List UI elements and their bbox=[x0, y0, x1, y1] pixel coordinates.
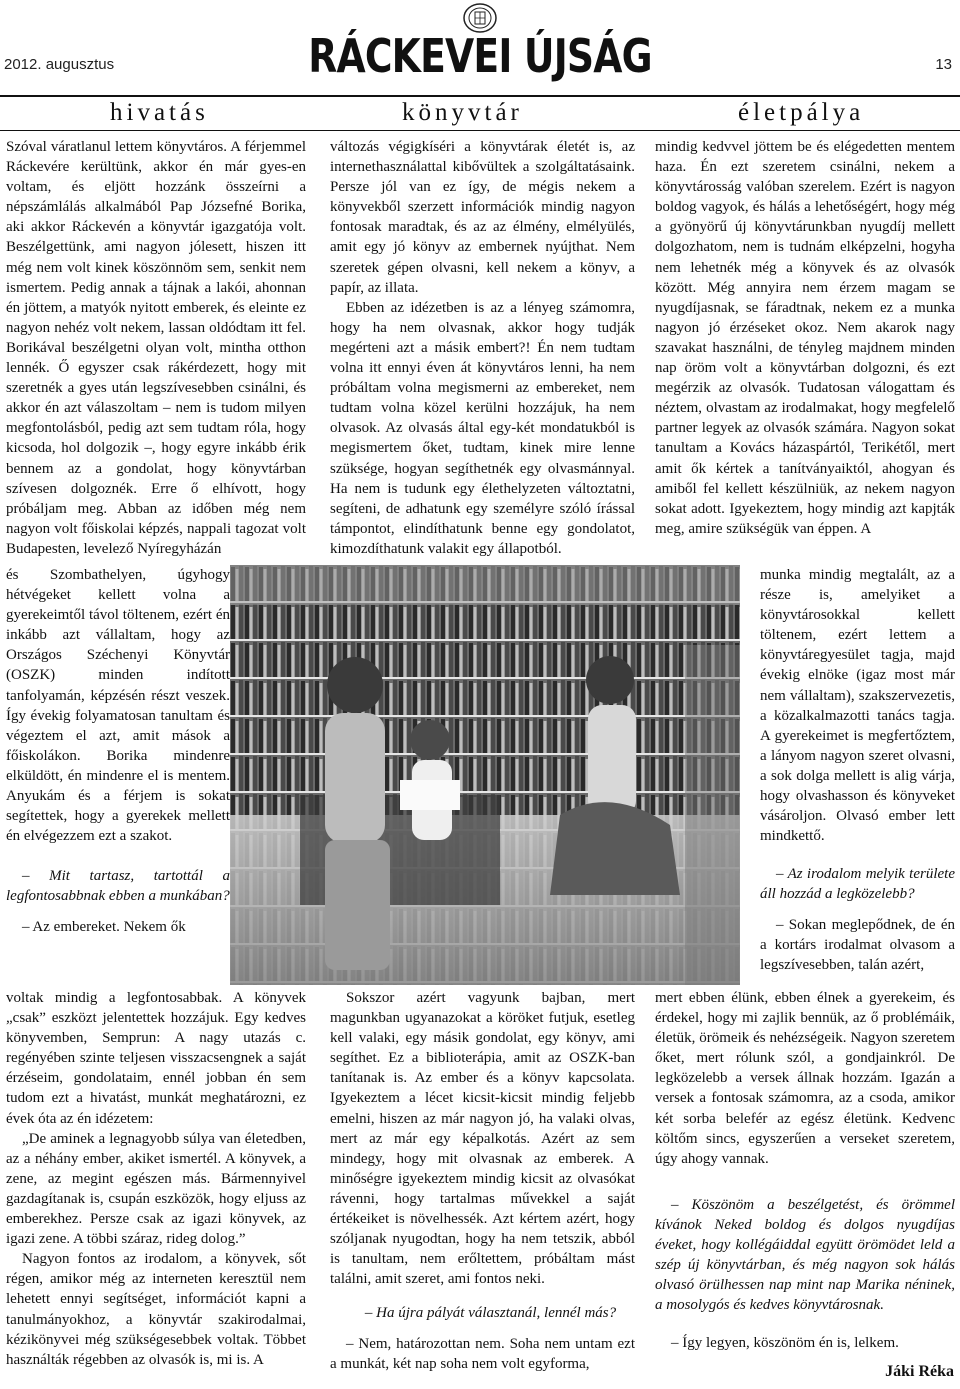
page-number: 13 bbox=[935, 56, 952, 73]
header-rule bbox=[0, 95, 960, 97]
section-heading-konyvtar: könyvtár bbox=[402, 99, 523, 126]
interview-question: – Mit tartasz, tartottál a legfontosabbnak ebben a munkában? bbox=[6, 868, 230, 905]
paragraph: – Így legyen, köszönöm én is, lelkem. bbox=[671, 1335, 899, 1352]
section-heading-eletpalya: életpálya bbox=[738, 99, 865, 126]
section-heading-hivatas: hivatás bbox=[110, 99, 209, 126]
paragraph: – Sokan meglepődnek, de én a kortárs irodalmat olvasom a legszívesebben, talán azért, bbox=[760, 916, 955, 973]
article-col1-bottom bbox=[6, 988, 306, 1370]
paragraph: és Szombathelyen, úgyhogy hétvégeket kellett volna a gyerekeimtől távol töltenem, ezért én inkább azt vállaltam, hogy az Országos Széchenyi Könyvtár (OSZK) minden indított tanfolyamán, képzésén részt veszek. Így évekig folyamatosan tanultam és végeztem el azt, amit mások a főiskolákon. Borika mindenre elküldött, én mindenre el is mentem. Anyukám és a férjem is sokat segítettek, hogy a gyerekek mellett én elvégezzem ezt a szakot. bbox=[6, 567, 230, 845]
author-signature: Jáki Réka bbox=[885, 1363, 954, 1380]
article-col2-top bbox=[330, 137, 635, 559]
paragraph: Nagyon fontos az irodalom, a könyvek, sőt régen, amikor még az interneten keresztül nem lehetett ennyi segítséget, információt kapni a tanulmányokhoz, a könyvtár szakirodalmai, kézikönyvei még szükségesebbek voltak. Többet használták régebben az olvasók is, mi is. A bbox=[6, 1251, 306, 1368]
paragraph: mert ebben élünk, ebben élnek a gyerekeim, és érdekel, hogy mi zajlik bennük, az ő problémáik, életük, örömeik és nehézségeik. Nagyon szeretem őket, mert rólunk szól, a gondjainkról. De legközelebb a versek állnak hozzám. Igazán a versek a fontosak számomra, az a csoda, amikor két sorba belefér az egész életünk. Kedvenc költőm sincs, egyszerűen a verseket szeretem, úgy ahogy vannak. bbox=[655, 990, 955, 1167]
article-col2-bottom bbox=[330, 988, 635, 1374]
paragraph: voltak mindig a legfontosabbak. A könyvek „csak” eszközt jelentettek hozzájuk. Egy kedves könyvemben, Semprun: A nagy utazás c. regényében szinte teljesen visszacsengnek a saját érzéseim, gondolataim, ennél jobban én sem tudom ezt a hivatást, munkát meghatározni, ez évek óta az én idézetem: bbox=[6, 990, 306, 1127]
heading-rule bbox=[0, 130, 960, 131]
paragraph: Szóval váratlanul lettem könyvtáros. A férjemmel Ráckevére kerültünk, akkor én már gyes-en voltam, és eljött hozzánk összeírni a népszámlálás alkalmából Pap Józsefné Borika, aki akkor Ráckevén a könyvtár igazgatója volt. Beszélgettünk, ami nagyon jólesett, hiszen itt még nem volt kinek köszönnöm sem, senkit nem ismertem. Pedig annak a tájnak a lakói, ahonnan én jöttem, a matyók nyitott emberek, és eleinte ez nagyon nehéz volt nekem, lassan oldódtam itt fel. Borikával beszélgetni olyan volt, mintha otthon lennék. Ő egyszer csak rákérdezett, hogy mit szeretnék a gyes után legszívesebben csinálni, és akkor én azt válaszoltam – nem is tudom milyen megfontolásból, pedig azt sem tudtam róla, hogy kicsoda, hol dolgozik –, hogy egyre inkább érik bennem az a gondolat, hogy könyvtárban szívesen dolgoznék. Erre ő elhívott, hogy próbáljam meg. Abban az időben még nem nagyon volt főiskolai képzés, nappali tagozat volt Budapesten, levelező Nyíregyházán bbox=[6, 139, 306, 557]
paragraph: változás végigkíséri a könyvtárak életét is, az internethasználattal kibővültek a szolgáltatásaink. Persze jól van ez így, de mégis nekem a könyvekből szerzett információk mindig nagyon fontosak maradtak, és az az élmény, elmélyülés, amit egy jó könyv az embernek nyújthat. Nem szeretek gépen olvasni, kell nekem a könyv, a papír, az illata. bbox=[330, 139, 635, 296]
paragraph: mindig kedvvel jöttem be és elégedetten mentem haza. Én ezt szeretem csinálni, nekem a könyvtárosság valóban szerelem. Ezért is nagyon boldog vagyok, és hálás a lehetőségért, hogy még a gyönyörű új könyvtárunkban nyugdíj mellett dolgozhatom, nem is tudnám elképzelni, hogyha nem lehetnék még a könyvek és az olvasók között. Még annyira nem érzem magam se nyugdíjasnak, se fáradtnak, nekem ez a munka nagyon jó érzéseket okoz. Nem akarok nagy szavakat használni, de tényleg majdnem minden nap öröm volt a könyvtárban dolgozni, és ezt megérzik az olvasók. Tudatosan válogattam és néztem, olvastam az irodalmakat, hogy megfelelő partner legyek az olvasók számára. Nagyon sokat tanultam a Kovács házaspártól, Terikétől, mert amit ők kértek a tanítványaiktól, ahogyan és amiből fel kellett készülniük, az nekem nagyon sokat adott. Igyekeztem, hogy mindig azt kapjták meg, amire szükségük van éppen. A bbox=[655, 139, 955, 537]
closing-thanks: – Köszönöm a beszélgetést, és örömmel kívánok Neked boldog és dolgos nyugdíjas éveket, hogy kollégáiddal együtt örömödet leld a szép új könyvtárban, és még nagyon sok hálás olvasó örülhessen nap mint nap Marika néninek, a mosolygós és kedves könyvtárosnak. bbox=[655, 1196, 955, 1314]
article-col3-narrow bbox=[760, 565, 955, 975]
quote: „De aminek a legnagyobb súlya van életedben, az a néhány ember, akiket ismertél. A könyvek, a zene, az megint egészen más. Bármennyivel gazdagítanak is, csupán eszközök, hogy eljuss az emberekhez. Persze csak az igazi könyvek, az igazi zene. A többi száraz, rideg dolog.” bbox=[6, 1130, 306, 1248]
article-col1-top bbox=[6, 137, 306, 559]
interview-question: – Az irodalom melyik területe áll hozzád a legközelebb? bbox=[760, 866, 955, 903]
interview-question: – Ha újra pályát választanál, lennél más? bbox=[364, 1305, 617, 1322]
issue-date: 2012. augusztus bbox=[4, 56, 115, 73]
paragraph: – Nem, határozottan nem. Soha nem untam ezt a munkát, két nap soha nem volt egyforma, bbox=[330, 1335, 635, 1372]
paragraph: munka mindig megtalált, az a része is, amelyiket a könyvtárosokkal kellett töltenem, ezért lettem a könyvtáregyesület tagja, majd évekig elnöke (igaz most már nem vállaltam), szakszervezetis, a közalkalmazotti tanács tagja. A gyerekeimet is megfertőztem, a lányom nagyon szeret olvasni, a sok dolga mellett is alig várja, hogy olvashasson és könyveket vásároljon. Olvasó ember lett mindkettő. bbox=[760, 567, 955, 845]
paragraph: Ebben az idézetben is az a lényeg számomra, hogy ha nem olvasnak, akkor hogy tudják megérteni azt a másik embert?! Én nem tudtam volna itt ennyi éven át könyvtáros lenni, ha nem próbáltam volna megismerni az embereket, nem tudtam volna közel kerülni hozzájuk, ha nem olvasok. Az olvasás által egy-két mondatukból is megismertem őket, tudtam, kinek mire lenne szüksége, hogyan segíthetnék egy olvasmánnyal. Ha nem is tudunk egy élethelyzeten változtatni, segíteni, de adhatunk egy személyre szóló írással támpontot, elindíthatunk benne egy gondolatot, kimozdíthatunk valakit egy állapotból. bbox=[330, 299, 635, 557]
article-col3-top bbox=[655, 137, 955, 539]
paragraph: – Az embereket. Nekem ők bbox=[22, 918, 186, 935]
masthead-title: RÁCKEVEI ÚJSÁG bbox=[308, 29, 652, 83]
article-col1-narrow bbox=[6, 565, 230, 937]
paragraph: Sokszor azért vagyunk bajban, mert magunkban ugyanazokat a köröket futjuk, esetleg kell valaki, egy másik gondolat, egy könyv, ami segíthet. Ez a biblioterápia, amit az OSZK-ban tanítanak is. Az ember és a könyv kapcsolata. Igyekeztem a lécet kicsit-kicsit mindig feljebb emelni, hiszen az már nagyon jó, ha valaki olvas, mert az már egy képalkotás. Azért az sem mindegy, hogy mit olvasnak az emberek. A minőségre igyekeztem mindig kicsit az olvasókat rávenni, hogy tartalmas művekkel a saját értékeiket is növelhessék. Azt kértem azért, hogy szóljanak nyugodtan, hogy ha nem tetszik, abból is tanultam, nem erőltettem, próbáltam mást találni, amit szeret, ami fontos neki. bbox=[330, 990, 635, 1288]
library-photo bbox=[230, 565, 740, 985]
article-col3-bottom bbox=[655, 988, 955, 1354]
